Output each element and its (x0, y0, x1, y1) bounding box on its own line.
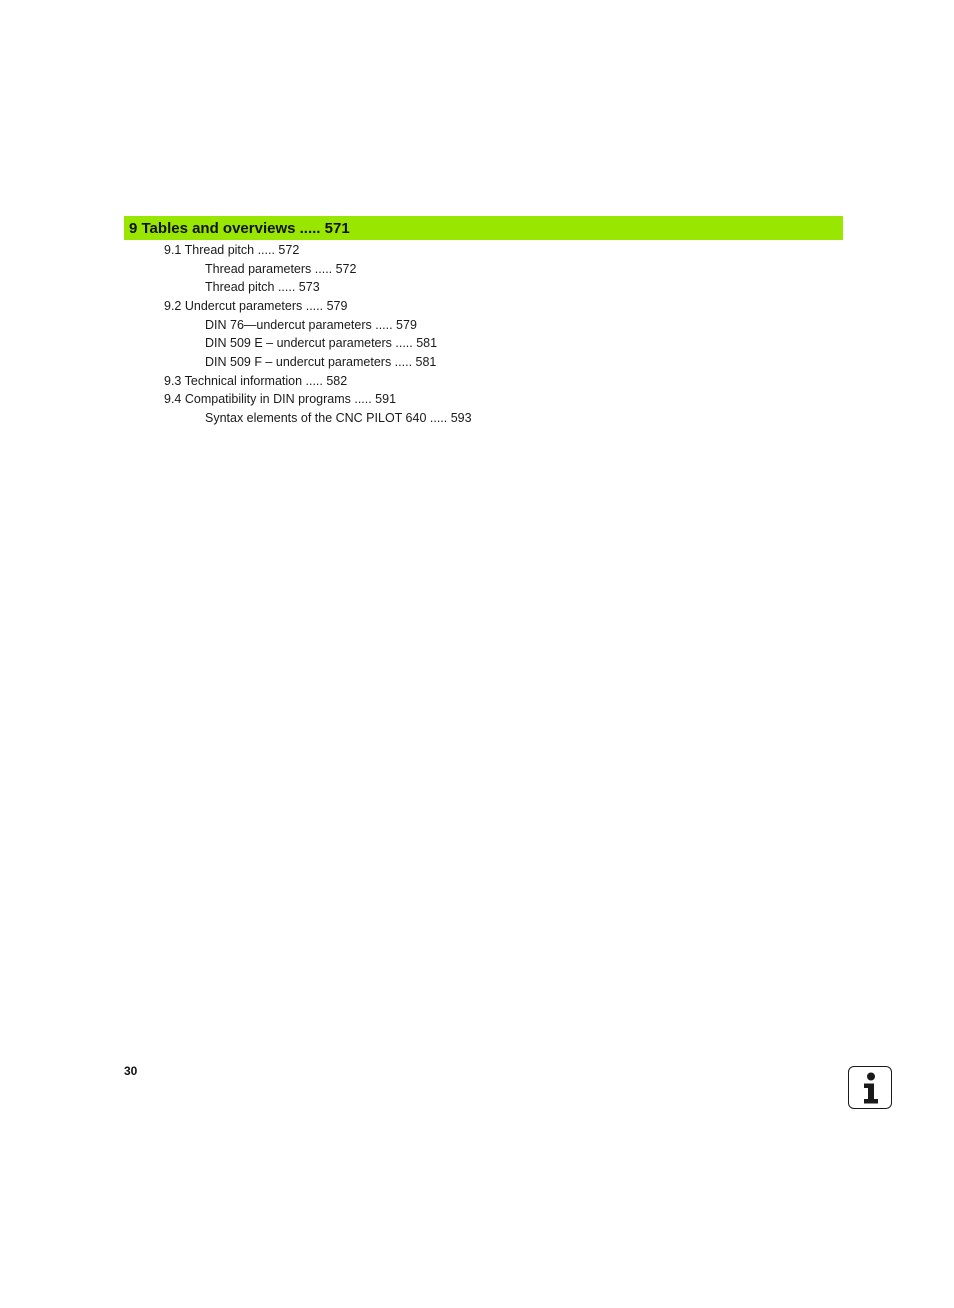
toc-entry-syntax-elements[interactable]: Syntax elements of the CNC PILOT 640 ..... 593 (205, 411, 472, 425)
chapter-title[interactable]: 9 Tables and overviews ..... 571 (129, 219, 350, 237)
toc-entry-din-509-f[interactable]: DIN 509 F – undercut parameters ..... 581 (205, 355, 437, 369)
chapter-heading-bar (124, 216, 843, 240)
toc-entry-9-4[interactable]: 9.4 Compatibility in DIN programs ..... 591 (164, 392, 397, 406)
toc-entry-thread-parameters[interactable]: Thread parameters ..... 572 (205, 262, 357, 276)
toc-entry-9-3[interactable]: 9.3 Technical information ..... 582 (164, 374, 348, 388)
toc-entry-9-2[interactable]: 9.2 Undercut parameters ..... 579 (164, 299, 348, 313)
page-number: 30 (124, 1064, 138, 1078)
info-glyph (849, 1067, 893, 1110)
toc-entry-din-509-e[interactable]: DIN 509 E – undercut parameters ..... 581 (205, 336, 438, 350)
toc-entry-din-76[interactable]: DIN 76—undercut parameters ..... 579 (205, 318, 417, 332)
toc-entry-thread-pitch[interactable]: Thread pitch ..... 573 (205, 280, 320, 294)
info-icon (848, 1066, 892, 1109)
toc-entry-9-1[interactable]: 9.1 Thread pitch ..... 572 (164, 243, 300, 257)
